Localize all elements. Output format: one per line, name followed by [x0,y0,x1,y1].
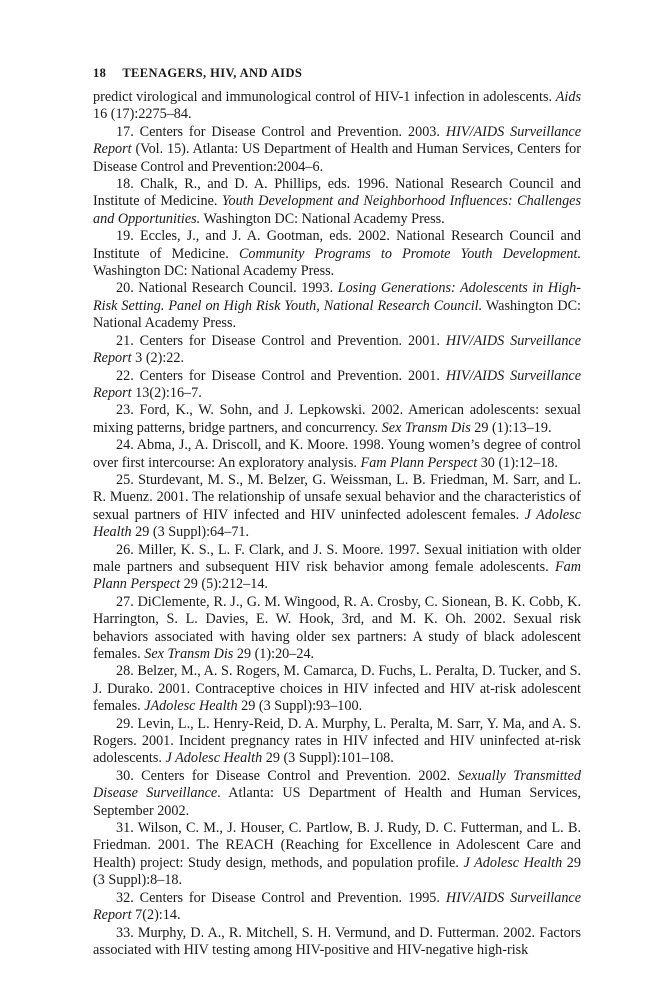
reference-item [93,472,581,542]
italic-title: HIV/AIDS Surveillance Report [93,367,582,401]
reference-number: 28. [116,663,134,680]
references [93,124,581,960]
reference-number: 18. [116,176,134,193]
reference-number: 22. [116,367,134,384]
reference-number: 26. [116,541,134,558]
reference-number: 25. [116,471,134,488]
reference-item [93,124,581,176]
reference-number: 19. [116,228,134,245]
reference-number: 17. [116,123,134,140]
citation-text: 7(2):14. [131,907,181,924]
citation-text: DiClemente, R. J., G. M. Wingood, R. A. Crosby, C. Sionean, B. K. Cobb, K. Harrington, S. L. Davies, E. W. Hook, 3rd, and M. K. Oh. 2002. Sexual risk behaviors associated with having older sex partners: A study of black adolescent females. [93,593,581,662]
citation-text: Sturdevant, M. S., M. Belzer, G. Weissman, L. B. Friedman, M. Sarr, and L. R. Muenz. 2001. The relationship of unsafe sexual behavior and the characteristics of sexual partners of HIV infected and HIV uninfected adolescent females. [93,471,582,523]
citation-text: Centers for Disease Control and Prevention. 2001. [139,332,446,349]
citation-text: Centers for Disease Control and Prevention. 2002. [141,767,458,784]
italic-title: J Adolesc Health [463,854,563,871]
reference-item [93,925,581,960]
citation-text: Eccles, J., and J. A. Gootman, eds. 2002. National Research Council and Institute of Medicine. [93,228,581,262]
reference-number: 24. [116,437,134,454]
citation-text: Levin, L., L. Henry-Reid, D. A. Murphy, L. Peralta, M. Sarr, Y. Ma, and A. S. Rogers. 2001. Incident pregnancy rates in HIV infected and HIV uninfected at-risk adolescents. [93,715,581,767]
italic-title: HIV/AIDS Surveillance Report [93,332,582,367]
reference-item [93,768,581,820]
reference-number: 20. [116,280,134,297]
citation-text: predict virological and immunological control of HIV-1 infection in adolescents. [93,89,556,105]
italic-title: Sex Transm Dis [144,646,234,662]
citation-text: 16 (17):2275–84. [93,106,192,123]
reference-item [93,228,581,280]
italic-title: Aids [555,89,581,105]
citation-text: 29 (3 Suppl):64–71. [131,524,250,541]
reference-number: 33. [116,924,134,941]
italic-title: HIV/AIDS Surveillance Report [93,889,582,924]
citation-text: (Vol. 15). Atlanta: US Department of Health and Human Services, Centers for Disease Control and Prevention:2004–6. [93,141,581,175]
citation-text: Murphy, D. A., R. Mitchell, S. H. Vermund, and D. Futterman. 2002. Factors associated with HIV testing among HIV-positive and HIV-negative high-risk [93,924,581,958]
citation-text: Centers for Disease Control and Prevention. 2003. [139,123,446,140]
reference-item [93,820,581,890]
reference-number: 23. [116,402,134,419]
citation-text: 29 (1):20–24. [233,646,315,662]
citation-text: 30 (1):12–18. [477,454,558,471]
reference-item [93,280,581,332]
italic-title: Sex Transm Dis [381,419,471,436]
reference-item [93,594,581,664]
reference-item [93,437,581,472]
italic-title: Youth Development and Neighborhood Influences: Challenges and Opportunities. [93,193,581,227]
italic-title: Losing Generations: Adolescents in High-Risk Setting. Panel on High Risk Youth, National Research Council. [93,280,581,314]
reference-item [93,176,581,228]
running-head [93,66,302,81]
citation-text: Chalk, R., and D. A. Phillips, eds. 1996. National Research Council and Institute of Medicine. [93,176,582,210]
italic-title: J Adolesc Health [93,506,581,541]
page-number: 18 [93,66,107,80]
citation-text: Washington DC: National Academy Press. [93,263,335,280]
citation-text: . Atlanta: US Department of Health and Human Services, September 2002. [93,785,581,819]
reference-list [93,89,581,959]
italic-title: Fam Plann Perspect [93,558,581,593]
italic-title: HIV/AIDS Surveillance Report [93,123,582,158]
citation-text: 29 (3 Suppl):101–108. [262,750,394,767]
reference-number: 30. [116,767,134,784]
reference-item [93,368,581,403]
citation-text: Washington DC: National Academy Press. [200,210,445,227]
reference-number: 32. [116,889,134,906]
reference-item [93,333,581,368]
citation-text: 3 (2):22. [131,350,185,367]
citation-text: National Research Council. 1993. [138,280,338,297]
reference-item [93,542,581,594]
citation-text: Abma, J., A. Driscoll, and K. Moore. 1998. Young women’s degree of control over first intercourse: An exploratory analysis. [93,437,581,471]
reference-number: 27. [116,593,134,610]
citation-text: 29 (5):212–14. [180,576,268,593]
italic-title: Fam Plann Perspect [360,454,478,471]
citation-text: Wilson, C. M., J. Houser, C. Partlow, B. J. Rudy, D. C. Futterman, and L. B. Friedman. 2001. The REACH (Reaching for Excellence in Adolescent Care and Health) project: Study design, methods, and population profile. [93,820,581,871]
citation-text: 29 (3 Suppl):8–18. [93,854,581,889]
reference-number: 31. [116,820,134,837]
citation-text: Centers for Disease Control and Prevention. 2001. [139,367,446,384]
reference-continuation [93,89,581,124]
reference-number: 29. [116,715,134,732]
reference-item [93,716,581,768]
italic-title: Community Programs to Promote Youth Development. [238,245,581,262]
italic-title: Sexually Transmitted Disease Surveillance [93,767,582,802]
reference-number: 21. [116,332,134,349]
italic-title: J Adolesc Health [165,750,263,767]
citation-text: 13(2):16–7. [131,384,202,401]
citation-text: Ford, K., W. Sohn, and J. Lepkowski. 2002. American adolescents: sexual mixing patterns, bridge partners, and concurrency. [93,402,581,436]
citation-text: 29 (3 Suppl):93–100. [237,698,363,715]
citation-text: 29 (1):13–19. [470,419,552,436]
running-title: TEENAGERS, HIV, AND AIDS [122,66,303,80]
citation-text: Miller, K. S., L. F. Clark, and J. S. Moore. 1997. Sexual initiation with older male partners and subsequent HIV risk behavior among female adolescents. [93,541,582,575]
citation-text: Washington DC: National Academy Press. [93,297,581,332]
reference-item [93,663,581,715]
italic-title: JAdolesc Health [144,698,238,715]
reference-item [93,402,581,437]
citation-text: Belzer, M., A. S. Rogers, M. Camarca, D. Fuchs, L. Peralta, D. Tucker, and S. J. Durako. 2001. Contraceptive choices in HIV infected and HIV at-risk adolescent females. [93,663,581,715]
reference-item [93,890,581,925]
citation-text: Centers for Disease Control and Prevention. 1995. [139,889,446,906]
